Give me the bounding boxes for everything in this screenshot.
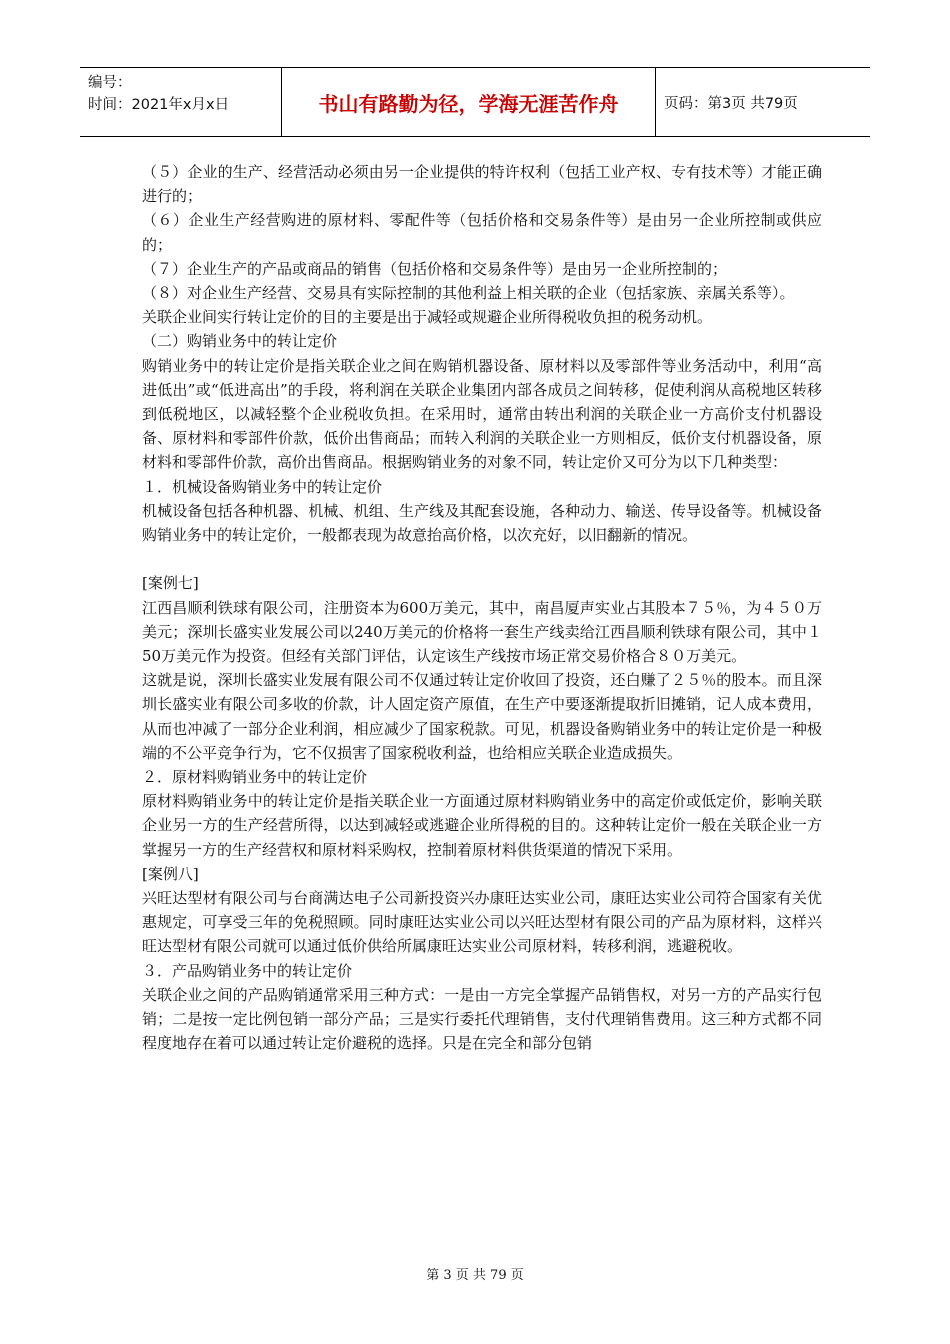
header-meta [80, 68, 282, 136]
blank-line [142, 547, 822, 571]
paragraph: 关联企业间实行转让定价的目的主要是出于减轻或规避企业所得税收负担的税务动机。 [142, 308, 713, 327]
paragraph: （６）企业生产经营购进的原材料、零配件等（包括价格和交易条件等）是由另一企业所控制或供应的； [142, 211, 822, 254]
subsection-heading: ２．原材料购销业务中的转让定价 [142, 768, 368, 787]
case-label: [案例八] [142, 864, 199, 883]
document-body [142, 160, 822, 1056]
paragraph: （８）对企业生产经营、交易具有实际控制的其他利益上相关联的企业（包括家族、亲属关系等）。 [142, 284, 795, 303]
paragraph: 购销业务中的转让定价是指关联企业之间在购销机器设备、原材料以及零部件等业务活动中，利用“高进低出”或“低进高出”的手段，将利润在关联企业集团内部各成员之间转移，促使利润从高税地区转移到低税地区，以减轻整个企业税收负担。在采用时，通常由转出利润的关联企业一方高价支付机器设备、原材料和零部件价款，低价出售商品；而转入利润的关联企业一方则相反，低价支付机器设备，原材料和零部件价款，高价出售商品。根据购销业务的对象不同，转让定价又可分为以下几种类型： [142, 356, 822, 472]
header-page-info: 页码：第3页 共79页 [664, 95, 798, 112]
subsection-heading: １．机械设备购销业务中的转让定价 [142, 477, 383, 496]
case-label: [案例七] [142, 574, 199, 593]
paragraph: （５）企业的生产、经营活动必须由另一企业提供的特许权利（包括工业产权、专有技术等）才能正确进行的； [142, 163, 822, 206]
document-time-label: 时间：2021年x月x日 [88, 97, 230, 113]
paragraph: 兴旺达型材有限公司与台商满达电子公司新投资兴办康旺达实业公司，康旺达实业公司符合国家有关优惠规定，可享受三年的免税照顾。同时康旺达实业公司以兴旺达型材有限公司的产品为原材料，这样兴旺达型材有限公司就可以通过低价供给所属康旺达实业公司原材料，转移利润，逃避税收。 [142, 889, 822, 956]
paragraph: 原材料购销业务中的转让定价是指关联企业一方面通过原材料购销业务中的高定价或低定价，影响关联企业另一方的生产经营所得，以达到减轻或逃避企业所得税的目的。这种转让定价一般在关联企业一方掌握另一方的生产经营权和原材料采购权，控制着原材料供货渠道的情况下采用。 [142, 792, 822, 859]
page-header [80, 67, 870, 137]
paragraph: 机械设备包括各种机器、机械、机组、生产线及其配套设施，各种动力、输送、传导设备等。机械设备购销业务中的转让定价，一般都表现为故意抬高价格，以次充好，以旧翻新的情况。 [142, 501, 822, 545]
paragraph: 这就是说，深圳长盛实业发展有限公司不仅通过转让定价收回了投资，还白赚了２５％的股本。而且深圳长盛实业有限公司多收的价款，计人固定资产原值，在生产中要逐渐提取折旧摊销，记人成本费用，从而也冲减了一部分企业利润，相应减少了国家税款。可见，机器设备购销业务中的转让定价是一种极端的不公平竞争行为，它不仅损害了国家税收利益，也给相应关联企业造成损失。 [142, 671, 822, 762]
subsection-heading: ３．产品购销业务中的转让定价 [142, 961, 353, 980]
section-heading: （二）购销业务中的转让定价 [142, 332, 338, 351]
paragraph: （７）企业生产的产品或商品的销售（包括价格和交易条件等）是由另一企业所控制的； [142, 259, 728, 278]
header-motto: 书山有路勤为径，学海无涯苦作舟 [282, 68, 656, 136]
paragraph: 关联企业之间的产品购销通常采用三种方式：一是由一方完全掌握产品销售权，对另一方的产品实行包销；二是按一定比例包销一部分产品；三是实行委托代理销售，支付代理销售费用。这三种方式都不同程度地存在着可以通过转让定价避税的选择。只是在完全和部分包销 [142, 985, 822, 1053]
page-footer: 第 3 页 共 79 页 [426, 1268, 524, 1283]
document-number-label: 编号： [88, 75, 132, 91]
paragraph: 江西昌顺利铁球有限公司，注册资本为600万美元，其中，南昌厦声实业占其股本７５％，为４５０万美元；深圳长盛实业发展公司以240万美元的价格将一套生产线卖给江西昌顺利铁球有限公司，其中１50万美元作为投资。但经有关部门评估，认定该生产线按市场正常交易价格合８０万美元。 [142, 598, 822, 666]
